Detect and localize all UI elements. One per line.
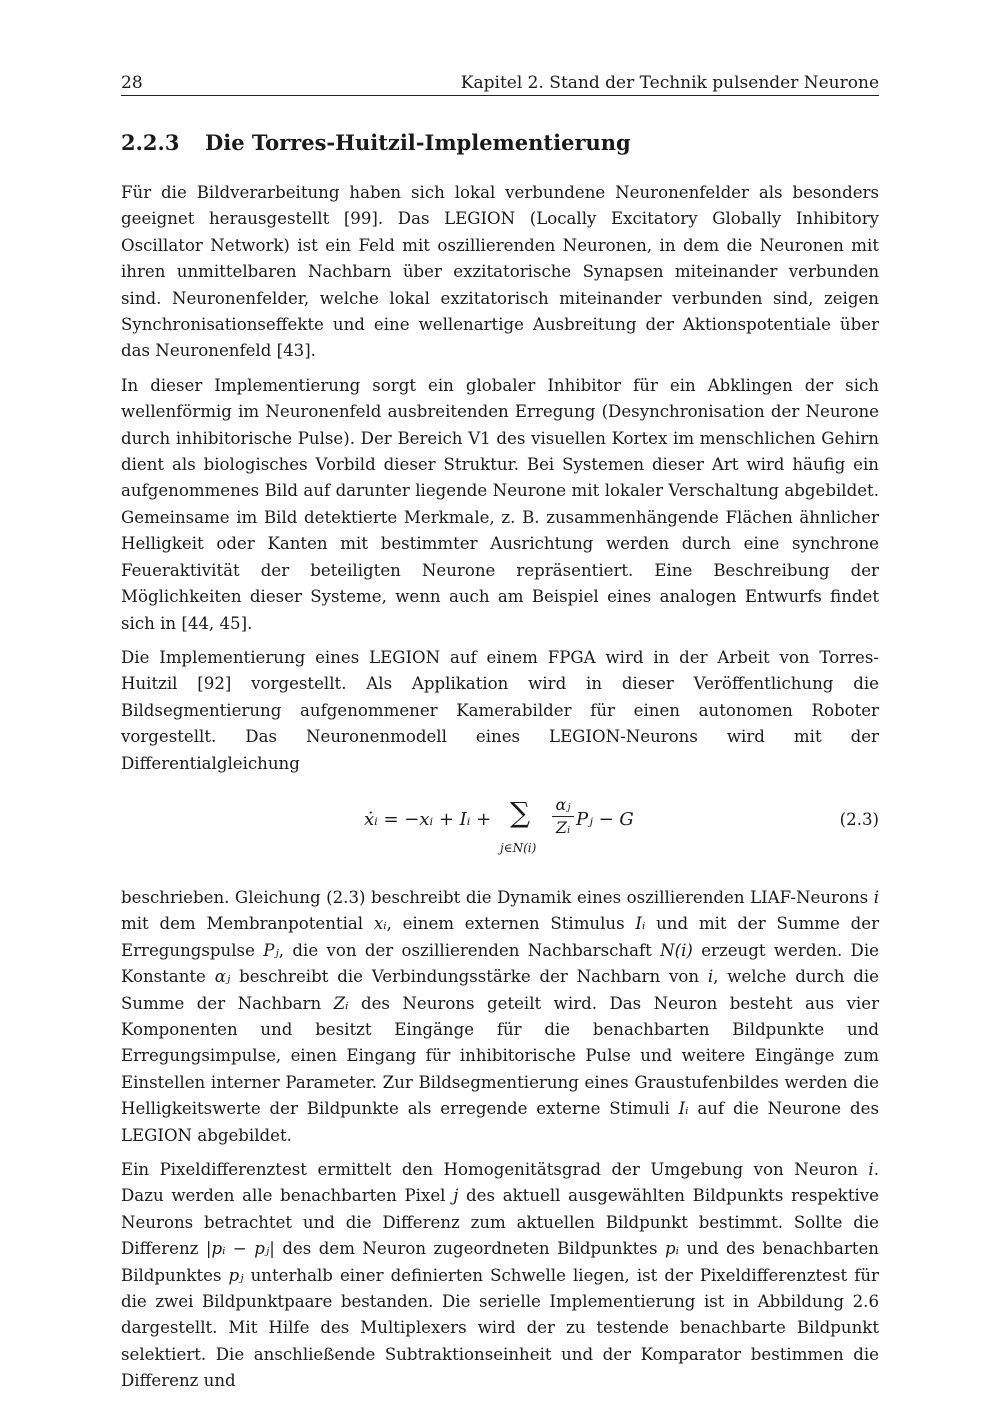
math-var: pⱼ: [228, 1265, 244, 1285]
math-var: i: [873, 887, 879, 907]
math-var: Zᵢ: [333, 993, 349, 1013]
math-var: Pⱼ: [263, 940, 279, 960]
fraction-denominator: Zᵢ: [555, 817, 571, 837]
text: Ein Pixeldifferenztest ermittelt den Homogenitätsgrad der Umgebung von Neuron: [121, 1160, 869, 1179]
text: erzeugt werden. Die Konstante: [121, 940, 879, 987]
math-var: i: [707, 967, 714, 987]
text: beschrieben. Gleichung (2.3) beschreibt die Dynamik eines oszillierenden LIAF-Neurons: [121, 887, 874, 907]
section-title: Die Torres-Huitzil-Implementierung: [205, 130, 631, 155]
math-var: Iᵢ: [635, 914, 646, 934]
running-header: [121, 71, 879, 96]
equation-lhs: ẋᵢ = −xᵢ + Iᵢ +: [364, 808, 492, 830]
equation-number: (2.3): [839, 809, 879, 829]
paragraph-4: [121, 885, 879, 1149]
text: , welche durch die Summe der Nachbarn: [121, 967, 880, 1013]
math-var: xᵢ: [373, 914, 387, 934]
body-text: [121, 180, 879, 1403]
text: . Dazu werden alle benachbarten Pixel: [121, 1160, 879, 1206]
text: und des benachbarten Bildpunktes: [121, 1239, 879, 1285]
section-heading: [121, 129, 879, 157]
page-number: 28: [121, 73, 143, 93]
text: auf die Neurone des LEGION abgebildet.: [121, 1099, 879, 1145]
math-var: pᵢ: [665, 1239, 680, 1259]
chapter-title: Kapitel 2. Stand der Technik pulsender Neurone: [460, 73, 879, 93]
equation-tail: Pⱼ − G: [576, 808, 634, 830]
paragraph-3: Die Implementierung eines LEGION auf einem FPGA wird in der Arbeit von Torres-Huitzil [92] vorgestellt. Als Applikation wird in dieser Veröffentlichung die Bildsegmentierung aufgenommener Kamerabilder für einen autonomen Roboter vorgestellt. Das Neuronenmodell eines LEGION-Neurons wird mit der Differentialgleichung: [121, 647, 879, 773]
math-var: αⱼ: [214, 967, 231, 987]
equation-fraction: [552, 795, 574, 838]
fraction-bar: [552, 816, 574, 817]
text: , die von der oszillierenden Nachbarschaft: [278, 940, 661, 960]
text: , einem externen Stimulus: [386, 914, 636, 934]
section-number: 2.2.3: [121, 130, 180, 155]
text: des dem Neuron zugeordneten Bildpunktes: [274, 1239, 666, 1259]
text: beschreibt die Verbindungsstärke der Nachbarn von: [230, 967, 708, 987]
paragraph-2: In dieser Implementierung sorgt ein globaler Inhibitor für ein Abklingen der sich wellenförmig im Neuronenfeld ausbreitenden Erregung (Desynchronisation der Neurone durch inhibitorische Pulse). Der Bereich V1 des visuellen Kortex im menschlichen Gehirn dient als biologisches Vorbild dieser Struktur. Bei Systemen dieser Art wird häufig ein aufgenommenes Bild auf darunter liegende Neurone mit lokaler Verschaltung abgebildet. Gemeinsame im Bild detektierte Merkmale, z. B. zusammenhängende Flächen ähnlicher Helligkeit oder Kanten mit bestimmter Ausrichtung werden durch eine synchrone Feueraktivität der beteiligten Neurone repräsentiert. Eine Beschreibung der Möglichkeiten dieser Systeme, wenn auch am Beispiel eines analogen Entwurfs findet sich in [44, 45].: [121, 375, 879, 633]
text: unterhalb einer definierten Schwelle liegen, ist der Pixeldifferenztest für die zwei Bildpunktpaare bestanden. Die serielle Implementierung ist in Abbildung 2.6 dargestellt. Mit Hilfe des Multiplexers wird der zu testende benachbarte Bildpunkt selektiert. Die anschließende Subtraktionseinheit und der Komparator bestimmen die Differenz und: [121, 1265, 879, 1391]
text: des aktuell ausgewählten Bildpunkts respektive Neurons betrachtet und die Differenz zum aktuellen Bildpunkt bestimmt. Sollte die Differenz: [121, 1186, 879, 1259]
equation-2-3: [121, 785, 879, 879]
math-var: j: [453, 1186, 459, 1206]
text: und mit der Summe der Erregungspulse: [121, 914, 879, 960]
sum-index: j∈N(i): [500, 840, 537, 855]
paragraph-5: [121, 1157, 879, 1395]
math-var: i: [868, 1160, 874, 1179]
text: des Neurons geteilt wird. Das Neuron besteht aus vier Komponenten und besitzt Eingänge für die benachbarten Bildpunkte und Erregungsimpulse, einen Eingang für inhibitorische Pulse und weitere Eingänge zum Einstellen interner Parameter. Zur Bildsegmentierung eines Graustufenbildes werden die Helligkeitswerte der Bildpunkte als erregende externe Stimuli: [121, 993, 879, 1119]
sum-symbol: ∑: [510, 795, 530, 829]
text: mit dem Membranpotential: [121, 914, 374, 934]
fraction-numerator: αⱼ: [555, 794, 571, 814]
math-var: N(i): [660, 940, 693, 960]
paragraph-1: Für die Bildverarbeitung haben sich lokal verbundene Neuronenfelder als besonders geeignet herausgestellt [99]. Das LEGION (Locally Excitatory Globally Inhibitory Oscillator Network) ist ein Feld mit oszillierenden Neuronen, in dem die Neuronen mit ihren unmittelbaren Nachbarn über exzitatorische Synapsen miteinander verbunden sind. Neuronenfelder, welche lokal exzitatorisch miteinander verbunden sind, zeigen Synchronisationseffekte und eine wellenartige Ausbreitung der Aktionspotentiale über das Neuronenfeld [43].: [121, 183, 879, 361]
math-var: |pᵢ − pⱼ|: [205, 1239, 275, 1259]
math-var: Iᵢ: [678, 1099, 689, 1119]
